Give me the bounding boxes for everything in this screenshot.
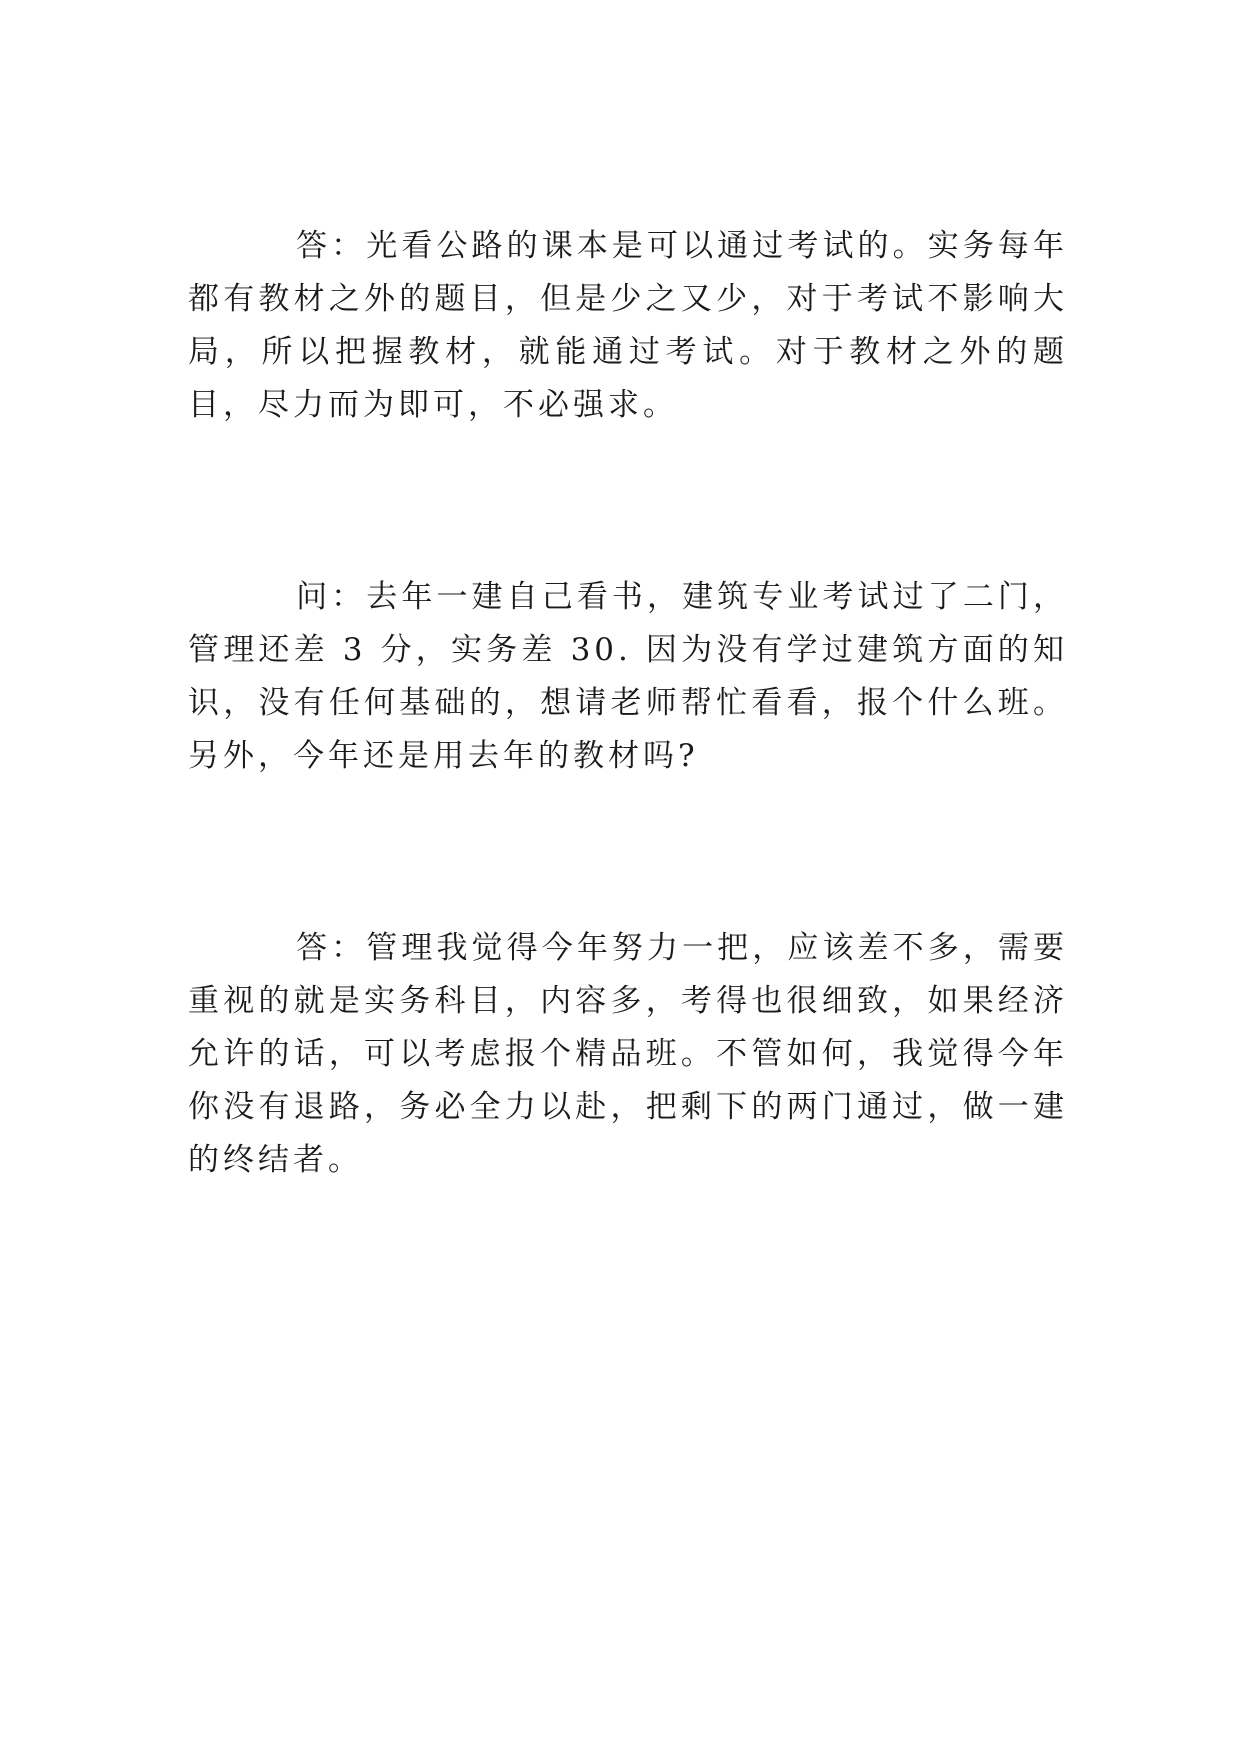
answer-paragraph-2 xyxy=(188,922,1068,1187)
answer-paragraph-1 xyxy=(188,220,1068,432)
paragraph-text: 答：管理我觉得今年努力一把，应该差不多，需要重视的就是实务科目，内容多，考得也很细致，如果经济允许的话，可以考虑报个精品班。不管如何，我觉得今年你没有退路，务必全力以赴，把剩下的两门通过，做一建的终结者。 xyxy=(188,930,1068,1178)
paragraph-text: 问：去年一建自己看书，建筑专业考试过了二门，管理还差 3 分，实务差 30. 因为没有学过建筑方面的知识，没有任何基础的，想请老师帮忙看看，报个什么班。另外，今年还是用去年的教材吗? xyxy=(188,579,1068,774)
question-paragraph xyxy=(188,571,1068,783)
paragraph-text: 答：光看公路的课本是可以通过考试的。实务每年都有教材之外的题目，但是少之又少，对于考试不影响大局，所以把握教材，就能通过考试。对于教材之外的题目，尽力而为即可，不必强求。 xyxy=(188,228,1068,423)
